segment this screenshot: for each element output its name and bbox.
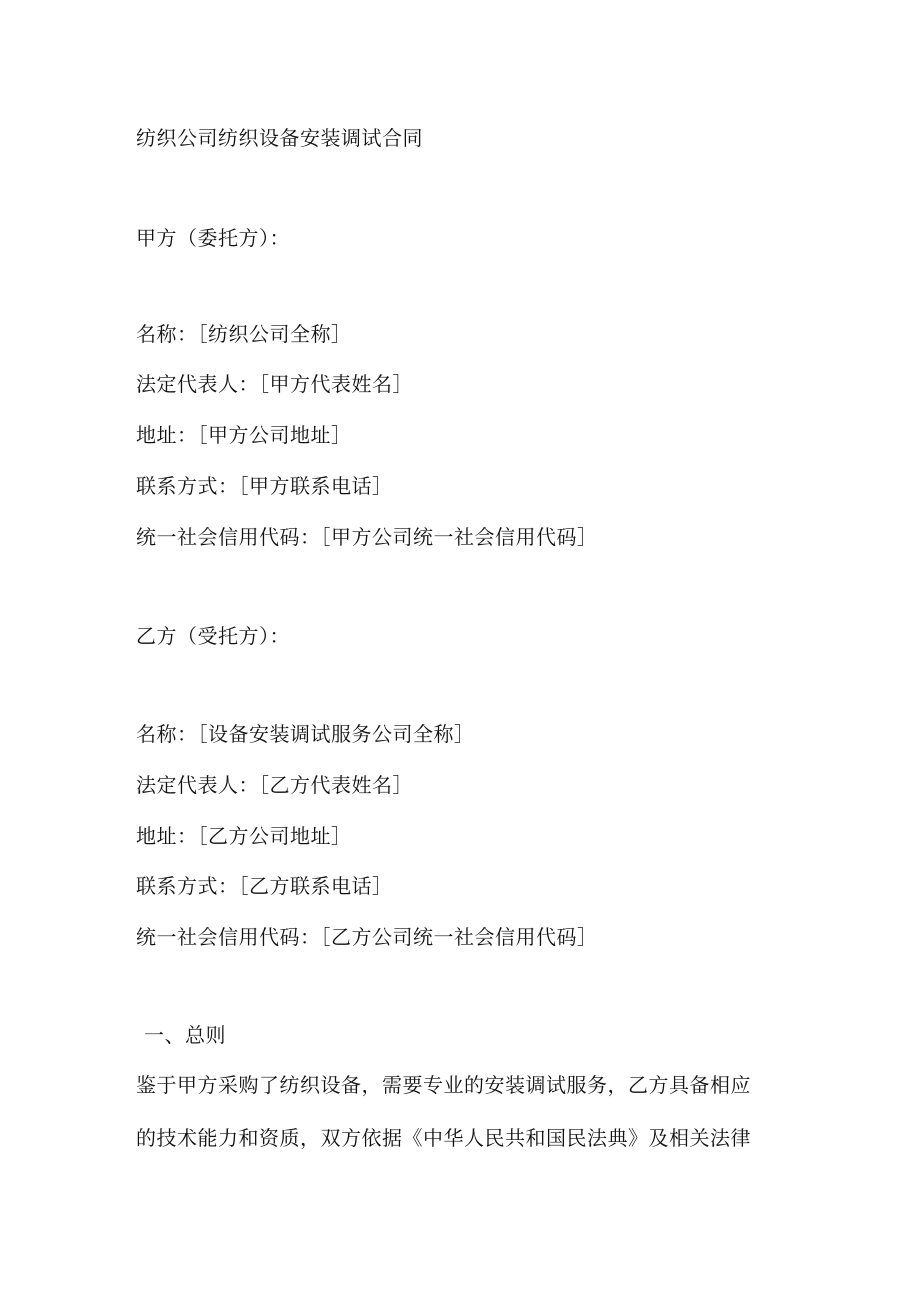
party-a-contact: 联系方式：［甲方联系电话］ <box>136 474 393 498</box>
party-b-credit-code: 统一社会信用代码：［乙方公司统一社会信用代码］ <box>136 925 598 949</box>
section-heading: 一、总则 <box>144 1023 226 1047</box>
party-b-heading: 乙方（受托方）： <box>136 624 290 648</box>
party-b-name: 名称：［设备安装调试服务公司全称］ <box>136 722 475 746</box>
party-b-representative: 法定代表人：［乙方代表姓名］ <box>136 773 413 797</box>
party-b-contact: 联系方式：［乙方联系电话］ <box>136 874 393 898</box>
paragraph-line: 的技术能力和资质，双方依据《中华人民共和国民法典》及相关法律 <box>136 1126 751 1150</box>
party-a-representative: 法定代表人：［甲方代表姓名］ <box>136 372 413 396</box>
document-title: 纺织公司纺织设备安装调试合同 <box>136 126 423 150</box>
party-b-address: 地址：［乙方公司地址］ <box>136 824 352 848</box>
party-a-heading: 甲方（委托方）： <box>136 226 290 250</box>
party-a-address: 地址：［甲方公司地址］ <box>136 423 352 447</box>
party-a-name: 名称：［纺织公司全称］ <box>136 322 352 346</box>
paragraph-line: 鉴于甲方采购了纺织设备，需要专业的安装调试服务，乙方具备相应 <box>136 1073 751 1097</box>
party-a-credit-code: 统一社会信用代码：［甲方公司统一社会信用代码］ <box>136 525 598 549</box>
